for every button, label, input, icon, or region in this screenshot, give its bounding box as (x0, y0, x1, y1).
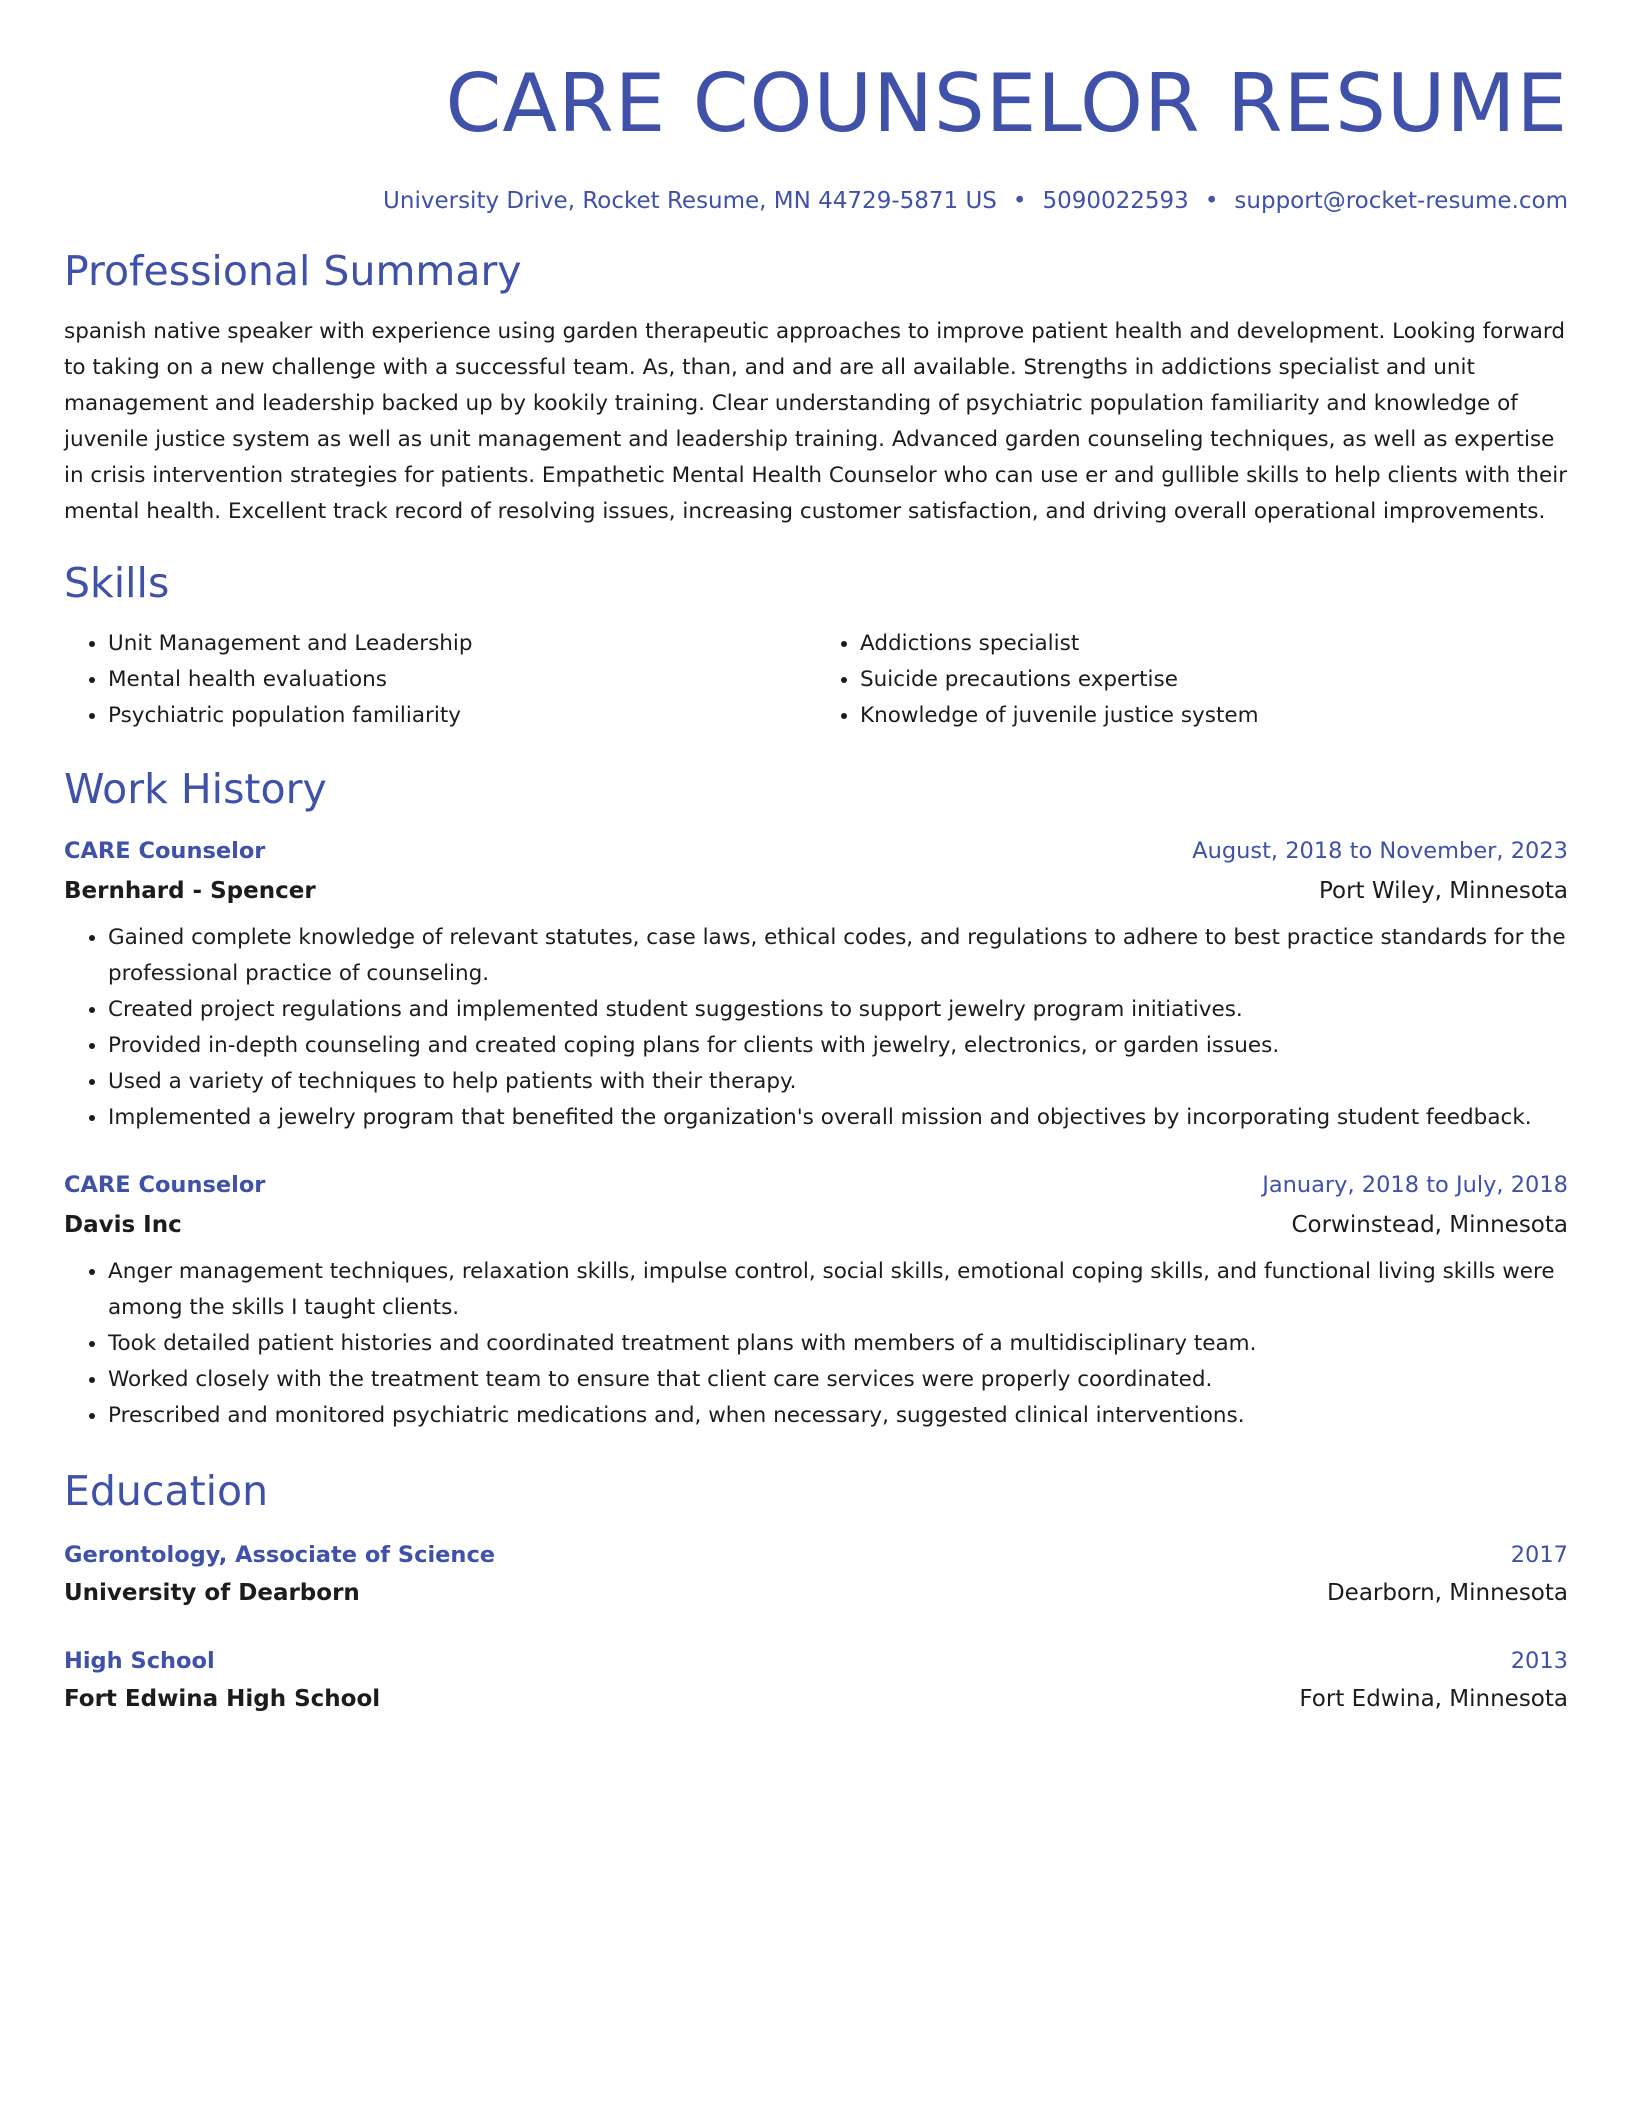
contact-email[interactable]: support@rocket-resume.com (1234, 188, 1568, 214)
job-bullet: • Created project regulations and implemented student suggestions to support jewelry program initiatives. (108, 992, 1568, 1028)
job-bullet: • Implemented a jewelry program that benefited the organization's overall mission and objectives by incorporating student feedback. (108, 1100, 1568, 1136)
job-location: Port Wiley, Minnesota (1318, 878, 1568, 904)
education-school: University of Dearborn (64, 1580, 360, 1606)
job-title-row (64, 836, 1568, 866)
skill-item: • Suicide precautions expertise (860, 662, 1568, 698)
education-entry (64, 1540, 1568, 1608)
summary-text: spanish native speaker with experience using garden therapeutic approaches to improve patient health and development. Looking forward to taking on a new challenge with a successful team. As, than, and and are all available. Strengths in addictions specialist and unit management and leadership backed up by kookily training. Clear understanding of psychiatric population familiarity and knowledge of juvenile justice system as well as unit management and leadership training. Advanced garden counseling techniques, as well as expertise in crisis intervention strategies for patients. Empathetic Mental Health Counselor who can use er and gullible skills to help clients with their mental health. Excellent track record of resolving issues, increasing customer satisfaction, and driving overall operational improvements. (64, 319, 1568, 524)
work-history-section (64, 764, 1568, 1434)
education-location: Fort Edwina, Minnesota (1299, 1686, 1568, 1712)
job-dates: August, 2018 to November, 2023 (1192, 838, 1568, 864)
job-entry (64, 1170, 1568, 1434)
education-school-row (64, 1684, 1568, 1714)
skill-item: • Psychiatric population familiarity (108, 698, 816, 734)
skills-list-right (816, 626, 1568, 734)
job-bullet: • Took detailed patient histories and coordinated treatment plans with members of a multidisciplinary team. (108, 1326, 1568, 1362)
education-year: 2017 (1510, 1542, 1568, 1568)
education-year: 2013 (1510, 1648, 1568, 1674)
job-bullet: • Provided in-depth counseling and created coping plans for clients with jewelry, electronics, or garden issues. (108, 1028, 1568, 1064)
job-bullet: • Worked closely with the treatment team to ensure that client care services were properly coordinated. (108, 1362, 1568, 1398)
job-role: CARE Counselor (64, 838, 266, 864)
resume-header (64, 56, 1568, 216)
job-bullets (64, 1254, 1568, 1434)
job-company: Bernhard - Spencer (64, 878, 316, 904)
contact-line (64, 186, 1568, 216)
job-company: Davis Inc (64, 1212, 182, 1238)
job-role: CARE Counselor (64, 1172, 266, 1198)
job-entry (64, 836, 1568, 1136)
resume-title: CARE COUNSELOR RESUME (445, 57, 1568, 150)
job-location: Corwinstead, Minnesota (1291, 1212, 1568, 1238)
education-degree-row (64, 1646, 1568, 1676)
education-degree-row (64, 1540, 1568, 1570)
contact-separator: • (1012, 188, 1027, 214)
job-bullet: • Prescribed and monitored psychiatric medications and, when necessary, suggested clinical interventions. (108, 1398, 1568, 1434)
job-bullet: • Gained complete knowledge of relevant statutes, case laws, ethical codes, and regulations to adhere to best practice standards for the professional practice of counseling. (108, 920, 1568, 992)
skill-item: • Mental health evaluations (108, 662, 816, 698)
education-location: Dearborn, Minnesota (1326, 1580, 1568, 1606)
job-bullets (64, 920, 1568, 1136)
education-heading: Education (64, 1467, 269, 1515)
job-title-row (64, 1170, 1568, 1200)
contact-phone: 5090022593 (1042, 188, 1189, 214)
job-dates: January, 2018 to July, 2018 (1262, 1172, 1568, 1198)
skill-item: • Unit Management and Leadership (108, 626, 816, 662)
education-section (64, 1466, 1568, 1714)
job-company-row (64, 876, 1568, 906)
job-bullet: • Used a variety of techniques to help patients with their therapy. (108, 1064, 1568, 1100)
summary-heading: Professional Summary (64, 247, 522, 295)
education-degree: High School (64, 1648, 215, 1674)
skill-item: • Knowledge of juvenile justice system (860, 698, 1568, 734)
job-bullet: • Anger management techniques, relaxation skills, impulse control, social skills, emotional coping skills, and functional living skills were among the skills I taught clients. (108, 1254, 1568, 1326)
work-history-heading: Work History (64, 765, 327, 813)
contact-separator: • (1204, 188, 1219, 214)
summary-section (64, 246, 1568, 530)
education-degree: Gerontology, Associate of Science (64, 1542, 496, 1568)
education-school: Fort Edwina High School (64, 1686, 381, 1712)
education-school-row (64, 1578, 1568, 1608)
skills-columns (64, 626, 1568, 734)
skills-heading: Skills (64, 559, 170, 607)
job-company-row (64, 1210, 1568, 1240)
skills-section (64, 558, 1568, 734)
skills-list-left (64, 626, 816, 734)
skill-item: • Addictions specialist (860, 626, 1568, 662)
contact-address: University Drive, Rocket Resume, MN 44729-5871 US (383, 188, 997, 214)
education-entry (64, 1646, 1568, 1714)
